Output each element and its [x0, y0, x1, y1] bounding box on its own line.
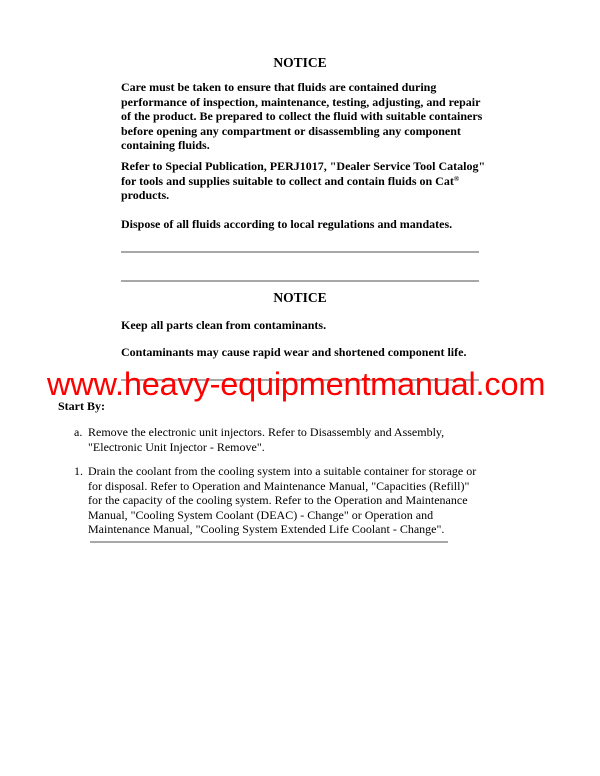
notice-title: NOTICE [273, 290, 327, 305]
prerequisite-step [74, 425, 474, 454]
step-marker: 1. [74, 464, 83, 478]
notice-paragraph-dispose: Dispose of all fluids according to local regulations and mandates. [121, 217, 453, 231]
notice-paragraph-keep-clean: Keep all parts clean from contaminants. [121, 318, 327, 332]
notice-paragraph-dealer-catalog [121, 159, 491, 203]
watermark-url: www.heavy-equipmentmanual.com [47, 366, 546, 402]
step-text: Remove the electronic unit injectors. Refer to Disassembly and Assembly, "Electronic Unit Injector - Remove". [88, 425, 445, 454]
procedure-step [74, 464, 486, 537]
step-text: Drain the coolant from the cooling system into a suitable container for storage or for disposal. Refer to Operation and Maintenance Manual, "Capacities (Refill)" for the capacity of the cooling system. Refer to the Operation and Maintenance Manual, "Cooling System Coolant (DEAC) - Change" or Operation and Maintenance Manual, "Cooling System Extended Life Coolant - Change". [88, 464, 477, 537]
cat-brand: Cat [435, 173, 454, 188]
step-divider [90, 541, 448, 543]
notice-title: NOTICE [273, 55, 327, 70]
step-marker: a. [74, 425, 83, 439]
notice-top-divider [121, 280, 479, 282]
registered-mark: ® [453, 174, 460, 183]
dealer-catalog-text: Refer to Special Publication, PERJ1017, "Dealer Service Tool Catalog" for tools and supplies suitable to collect and contain fluids on [121, 159, 486, 188]
notice-paragraph-contaminants: Contaminants may cause rapid wear and shortened component life. [121, 345, 467, 359]
products-suffix: products. [121, 188, 170, 203]
notice-bottom-divider [121, 251, 479, 253]
start-by-label: Start By: [58, 399, 105, 413]
notice-paragraph-fluids-contained: Care must be taken to ensure that fluids are contained during performance of inspection, maintenance, testing, adjusting, and repair of the product. Be prepared to collect the fluid with suitable containers before opening any compartment or disassembling any component containing fluids. [121, 80, 483, 153]
